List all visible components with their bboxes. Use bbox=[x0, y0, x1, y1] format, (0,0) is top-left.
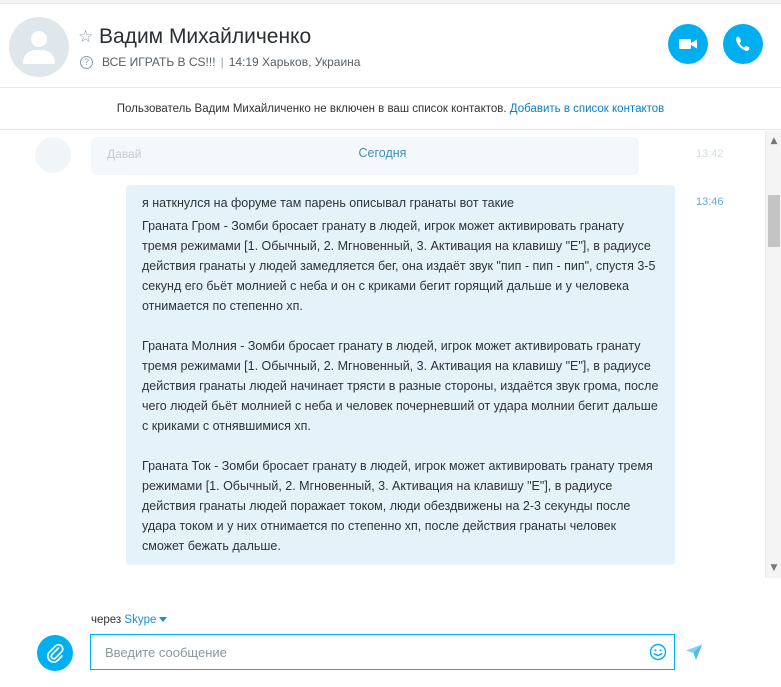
contact-avatar[interactable] bbox=[9, 17, 69, 77]
avatar-body-shape bbox=[23, 50, 55, 64]
message-paragraph-2: Граната Молния - Зомби бросает гранату в людей, игрок может активировать гранату тремя режимами [1. Обычный, 2. Мгновенный, 3. Активация на клавишу "E"], в радиусе действия гранаты людей начинает трясти в разные стороны, издаётся звук грома, после чего людей бьёт молнией с неба и человек почерневший от удара молнии бегит дальше с криками с отнявшимися хп. bbox=[142, 339, 659, 433]
message-paragraph-3: Граната Ток - Зомби бросает гранату в людей, игрок может активировать гранату тремя режимами [1. Обычный, 2. Мгновенный, 3. Активация на клавишу "E"], в радиусе действия гранаты людей поражает током, люди обездвижены на 2-3 секунды после удара током и у них отнимается по степенно хп, после действия гранаты человек сможет бежать дальше. bbox=[142, 459, 653, 553]
star-outline-icon[interactable]: ☆ bbox=[78, 27, 94, 47]
scroll-up-arrow-icon[interactable]: ▲ bbox=[770, 136, 778, 146]
scroll-thumb[interactable] bbox=[768, 195, 780, 247]
scroll-down-arrow-icon[interactable]: ▼ bbox=[770, 563, 778, 573]
mood-message: ВСЕ ИГРАТЬ В CS!!! bbox=[102, 55, 216, 69]
previous-message-text: Давай bbox=[107, 147, 142, 161]
message-paragraph-1: Граната Гром - Зомби бросает гранату в людей, игрок может активировать гранату тремя режимами [1. Обычный, 2. Мгновенный, 3. Активация на клавишу "E"], в радиусе действия гранаты у людей замедляется бег, она издаёт звук "пип - пип - пип", спустя 3-5 секунд его бьёт молнией с неба и он с криками бегит горящий дальше и у человека отнимается по степенно хп. bbox=[142, 219, 656, 313]
smiley-icon[interactable] bbox=[649, 643, 667, 661]
local-time-location: 14:19 Харьков, Украина bbox=[228, 55, 361, 69]
contact-status-line bbox=[102, 54, 360, 71]
status-separator: | bbox=[220, 55, 224, 69]
phone-icon bbox=[733, 34, 753, 54]
audio-call-button[interactable] bbox=[723, 24, 763, 64]
message-input-box[interactable] bbox=[90, 634, 675, 670]
chat-history[interactable] bbox=[0, 131, 765, 578]
contact-name[interactable]: Вадим Михайличенко bbox=[99, 25, 312, 48]
question-circle-icon: ? bbox=[80, 56, 93, 69]
conversation-header bbox=[0, 4, 781, 88]
via-service[interactable]: Skype bbox=[124, 614, 157, 626]
send-via-selector[interactable] bbox=[91, 614, 167, 626]
attach-button[interactable] bbox=[37, 635, 73, 671]
avatar-head-shape bbox=[31, 31, 47, 47]
video-camera-icon bbox=[678, 34, 698, 54]
via-label: через bbox=[91, 614, 122, 626]
message-input[interactable] bbox=[105, 635, 635, 669]
banner-text: Пользователь Вадим Михайличенко не включен в ваш список контактов. bbox=[116, 103, 507, 115]
message-timestamp: 13:46 bbox=[696, 196, 724, 208]
previous-message-time: 13:42 bbox=[696, 148, 724, 160]
send-icon[interactable] bbox=[685, 643, 703, 661]
add-to-contacts-link[interactable]: Добавить в список контактов bbox=[509, 103, 665, 115]
chevron-down-icon[interactable] bbox=[159, 617, 167, 622]
paperclip-icon bbox=[46, 643, 64, 663]
message-first-line: я наткнулся на форуме там парень описывал гранаты вот такие bbox=[142, 196, 514, 210]
not-in-contacts-banner bbox=[0, 88, 781, 130]
date-separator: Сегодня bbox=[358, 146, 407, 160]
message-bubble[interactable] bbox=[126, 185, 675, 565]
video-call-button[interactable] bbox=[668, 24, 708, 64]
chat-scrollbar[interactable] bbox=[765, 131, 781, 578]
